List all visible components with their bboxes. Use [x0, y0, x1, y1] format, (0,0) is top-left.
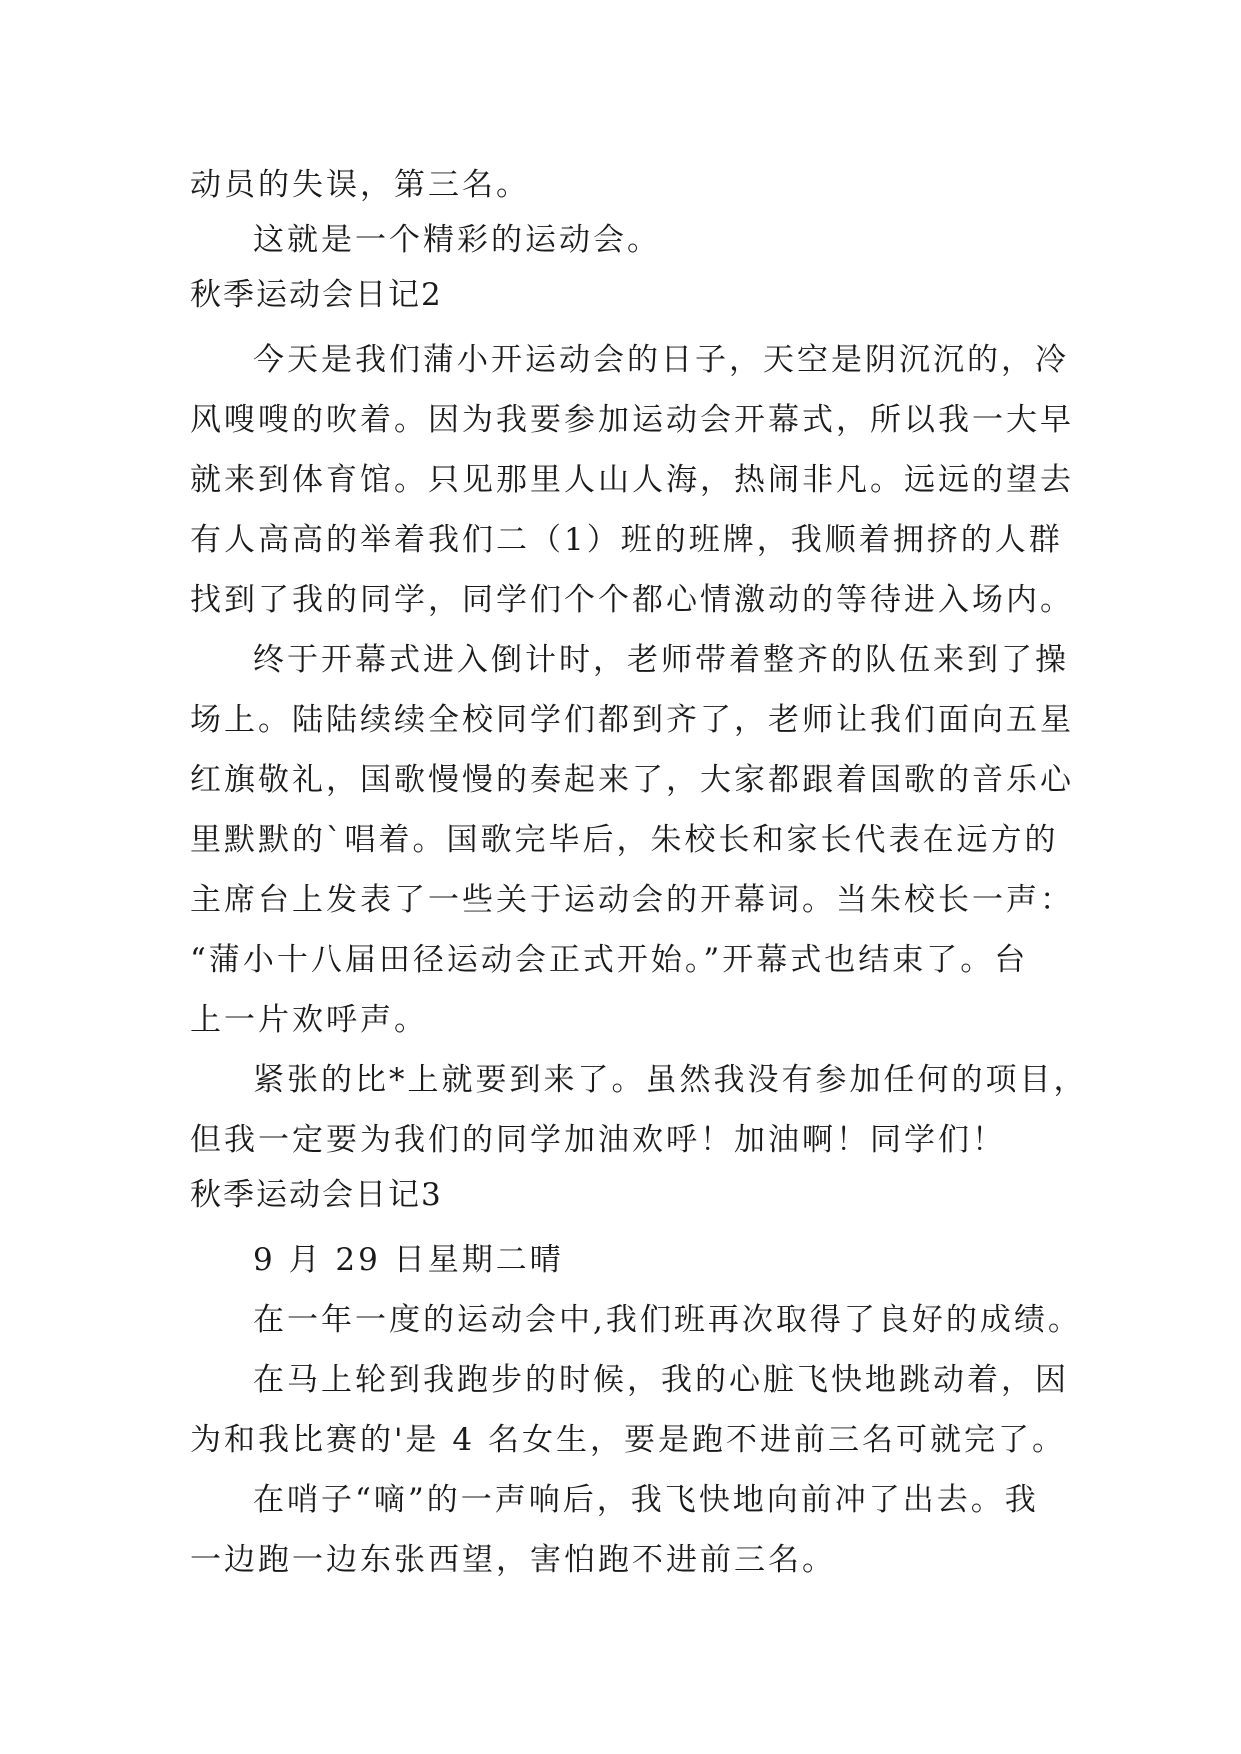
paragraph-line: “蒲小十八届田径运动会正式开始。”开幕式也结束了。台: [190, 942, 1029, 978]
paragraph-line: 风嗖嗖的吹着。因为我要参加运动会开幕式，所以我一大早: [190, 402, 1074, 438]
paragraph-line: 在马上轮到我跑步的时候，我的心脏飞快地跳动着，因: [253, 1362, 1069, 1398]
paragraph-line: 为和我比赛的'是 4 名女生，要是跑不进前三名可就完了。: [190, 1422, 1066, 1458]
paragraph-line: 红旗敬礼，国歌慢慢的奏起来了，大家都跟着国歌的音乐心: [190, 762, 1074, 798]
section-heading: 秋季运动会日记2: [190, 277, 443, 313]
paragraph-line: 一边跑一边东张西望，害怕跑不进前三名。: [190, 1542, 836, 1578]
paragraph-line: 上一片欢呼声。: [190, 1002, 428, 1038]
paragraph-line: 里默默的`唱着。国歌完毕后，朱校长和家长代表在远方的: [190, 822, 1059, 858]
paragraph-line: 在哨子“嘀”的一声响后，我飞快地向前冲了出去。我: [253, 1482, 1039, 1518]
paragraph-line: 9 月 29 日星期二晴: [253, 1242, 564, 1278]
paragraph-line: 找到了我的同学，同学们个个都心情激动的等待进入场内。: [190, 582, 1074, 618]
paragraph-line: 终于开幕式进入倒计时，老师带着整齐的队伍来到了操: [253, 642, 1069, 678]
paragraph-line: 紧张的比*上就要到来了。虽然我没有参加任何的项目，: [253, 1062, 1088, 1098]
paragraph-line: 今天是我们蒲小开运动会的日子，天空是阴沉沉的，冷: [253, 342, 1069, 378]
paragraph-line: 在一年一度的运动会中,我们班再次取得了良好的成绩。: [253, 1302, 1082, 1338]
paragraph-line: 动员的失误，第三名。: [190, 167, 530, 203]
paragraph-line: 主席台上发表了一些关于运动会的开幕词。当朱校长一声：: [190, 882, 1074, 918]
paragraph-line: 这就是一个精彩的运动会。: [253, 222, 661, 258]
paragraph-line: 有人高高的举着我们二（1）班的班牌，我顺着拥挤的人群: [190, 522, 1063, 558]
paragraph-line: 但我一定要为我们的同学加油欢呼！加油啊！同学们！: [190, 1122, 1006, 1158]
paragraph-line: 就来到体育馆。只见那里人山人海，热闹非凡。远远的望去: [190, 462, 1074, 498]
section-heading: 秋季运动会日记3: [190, 1177, 443, 1213]
paragraph-line: 场上。陆陆续续全校同学们都到齐了，老师让我们面向五星: [190, 702, 1074, 738]
